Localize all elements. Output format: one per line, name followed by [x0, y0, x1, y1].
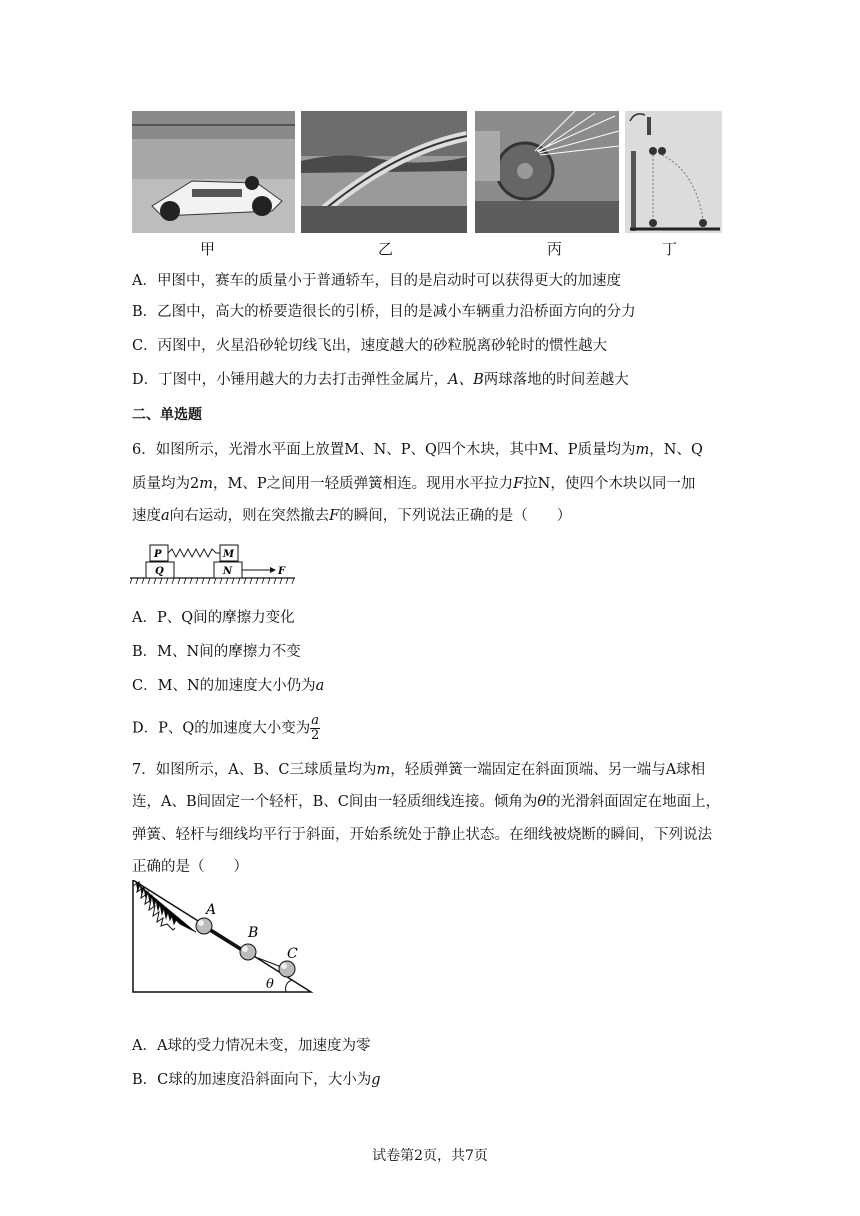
q6-option-d-fraction: $\frac{a}{2}$ [311, 713, 320, 743]
section-title: 二、单选题 [132, 407, 202, 423]
q7-label-a: A [206, 902, 217, 918]
q6-label-p: P [154, 549, 162, 560]
q5-option-d-ab: A、B [448, 372, 484, 388]
q6-stem-line3: 速度a向右运动，则在突然撤去F的瞬间，下列说法正确的是（ ） [132, 508, 572, 524]
photo-caption-bing: 丙 [547, 240, 563, 258]
race-car-photo [132, 111, 295, 233]
q7-label-theta: θ [266, 977, 274, 992]
photo-caption-ding: 丁 [662, 240, 678, 258]
bridge-photo [301, 111, 467, 233]
q7-stem-line2: 连，A、B间固定一个轻杆，B、C间由一轻质细线连接。倾角为θ的光滑斜面固定在地面上， [132, 794, 721, 810]
q7-incline-figure [128, 880, 318, 1000]
q6-option-d[interactable]: D．P、Q的加速度大小变为 $\frac{a}{2}$ [132, 713, 320, 743]
q5-option-d-text2: 两球落地的时间差越大 [483, 372, 629, 388]
q6-label-m: M [223, 549, 235, 560]
q6-stem-line1: 6．如图所示，光滑水平面上放置M、N、P、Q四个木块，其中M、P质量均为m，N、Q [132, 442, 703, 458]
q6-label-n: N [223, 566, 233, 577]
q5-option-a[interactable]: A．甲图中，赛车的质量小于普通轿车，目的是启动时可以获得更大的加速度 [132, 273, 621, 289]
q7-stem-line1: 7．如图所示，A、B、C三球质量均为m，轻质弹簧一端固定在斜面顶端、另一端与A球相 [132, 762, 706, 778]
q7-label-b: B [248, 925, 259, 941]
q5-option-d[interactable] [132, 370, 629, 390]
q6-label-f: F [278, 566, 286, 577]
q7-stem-line3: 弹簧、轻杆与细线均平行于斜面，开始系统处于静止状态。在细线被烧断的瞬间，下列说法 [132, 827, 712, 843]
q5-option-d-text1: D．丁图中，小锤用越大的力去打击弹性金属片， [132, 372, 449, 388]
q6-label-q: Q [155, 566, 164, 577]
q7-label-c: C [287, 946, 298, 962]
q7-option-a[interactable]: A．A球的受力情况未变，加速度为零 [132, 1038, 371, 1054]
page-footer: 试卷第2页，共7页 [372, 1148, 488, 1164]
q6-option-a[interactable]: A．P、Q间的摩擦力变化 [132, 610, 295, 626]
q5-option-c[interactable]: C．丙图中，火星沿砂轮切线飞出，速度越大的砂粒脱离砂轮时的惯性越大 [132, 338, 608, 354]
q6-option-b[interactable]: B．M、N间的摩擦力不变 [132, 644, 301, 660]
photo-caption-yi: 乙 [378, 240, 394, 258]
q5-option-b[interactable]: B．乙图中，高大的桥要造很长的引桥，目的是减小车辆重力沿桥面方向的分力 [132, 304, 636, 320]
q7-option-b[interactable]: B．C球的加速度沿斜面向下，大小为g [132, 1072, 381, 1088]
q6-block-figure [130, 540, 300, 590]
q7-stem-line4: 正确的是（ ） [132, 859, 248, 875]
q6-stem-line2: 质量均为2m，M、P之间用一轻质弹簧相连。现用水平拉力F拉N，使四个木块以同一加 [132, 476, 696, 492]
grinding-wheel-photo [475, 111, 619, 233]
photo-caption-jia: 甲 [200, 240, 216, 258]
q6-option-c[interactable]: C．M、N的加速度大小仍为a [132, 678, 325, 694]
falling-balls-photo [625, 111, 722, 233]
